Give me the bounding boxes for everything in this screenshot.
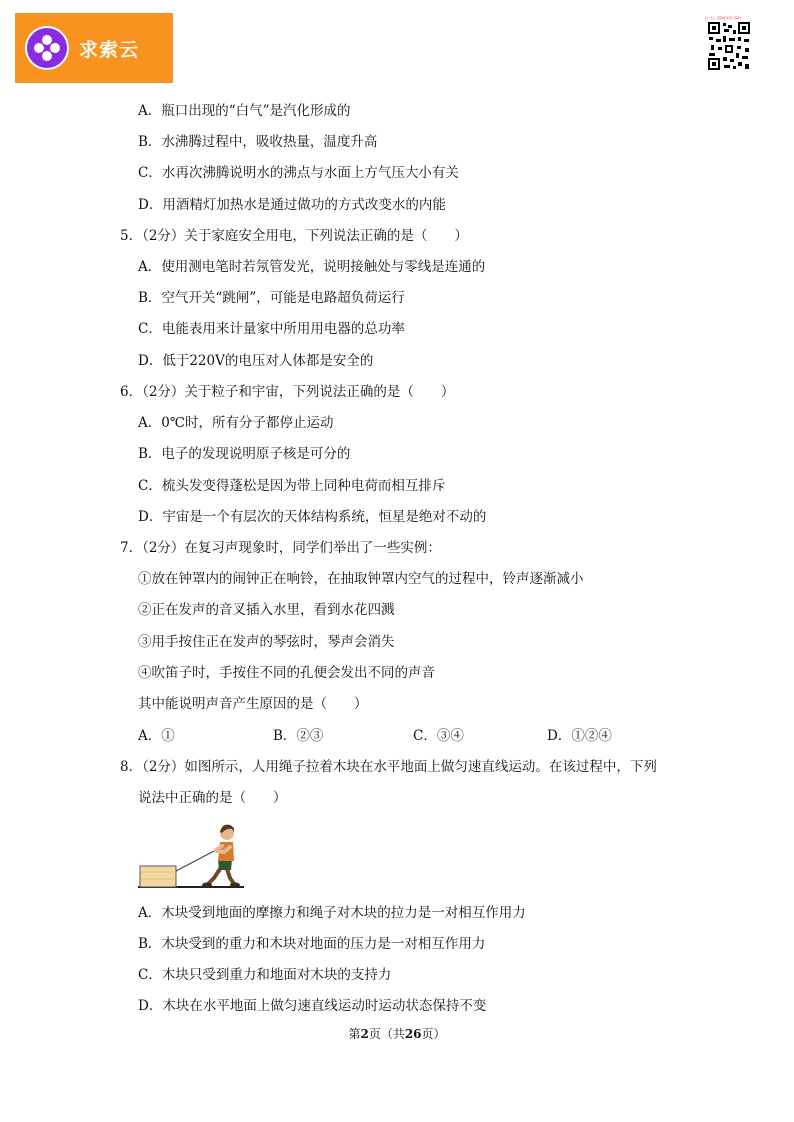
q5-option-a: A．使用测电笔时若氖管发光，说明接触处与零线是连通的: [138, 259, 486, 275]
q7-statement-4: ④吹笛子时，手按住不同的孔便会发出不同的声音: [138, 665, 435, 681]
total-page-count: 26: [404, 1027, 422, 1041]
q7-option-b: B．②③: [273, 728, 324, 744]
q7-statement-3: ③用手按住正在发声的琴弦时，琴声会消失: [138, 634, 395, 650]
q4-option-d: D．用酒精灯加热水是通过做功的方式改变水的内能: [138, 197, 446, 213]
q7-question: 其中能说明声音产生原因的是（ ）: [138, 696, 368, 712]
q5-option-c: C．电能表用来计量家中所用用电器的总功率: [138, 321, 405, 337]
q8-option-a: A．木块受到地面的摩擦力和绳子对木块的拉力是一对相互作用力: [138, 905, 526, 921]
q7-statement-1: ①放在钟罩内的闹钟正在响铃，在抽取钟罩内空气的过程中，铃声逐渐减小: [138, 571, 584, 587]
q6-option-c: C．梳头发变得蓬松是因为带上同种电荷而相互排斥: [138, 478, 446, 494]
q7-statement-2: ②正在发声的音叉插入水里，看到水花四溅: [138, 602, 395, 618]
current-page-number: 2: [360, 1027, 369, 1041]
q6-option-b: B．电子的发现说明原子核是可分的: [138, 446, 351, 462]
brand-name: 求索云: [79, 38, 140, 61]
q8-stem: 8．（2分）如图所示，人用绳子拉着木块在水平地面上做匀速直线运动。在该过程中，下列: [120, 759, 657, 775]
qr-caption: 扫一扫，获取更多学习资料: [705, 16, 742, 20]
page-footer: [0, 1026, 794, 1042]
person-pulling-block-figure: [138, 820, 248, 892]
footer-prefix: 第: [348, 1027, 361, 1041]
q4-option-b: B．水沸腾过程中，吸收热量，温度升高: [138, 134, 378, 150]
q7-option-c: C．③④: [413, 728, 464, 744]
q6-stem: 6．（2分）关于粒子和宇宙，下列说法正确的是（ ）: [120, 384, 455, 400]
q5-stem: 5．（2分）关于家庭安全用电，下列说法正确的是（ ）: [120, 228, 468, 244]
q5-option-b: B．空气开关“跳闸”，可能是电路超负荷运行: [138, 290, 405, 306]
footer-middle: 页（共: [368, 1027, 405, 1041]
flower-logo-icon: [25, 26, 69, 70]
q4-option-a: A．瓶口出现的“白气”是汽化形成的: [138, 103, 351, 119]
q6-option-a: A．0℃时，所有分子都停止运动: [138, 415, 334, 431]
q6-option-d: D．宇宙是一个有层次的天体结构系统，恒星是绝对不动的: [138, 509, 487, 525]
q7-option-a: A．①: [138, 728, 175, 744]
brand-logo: [15, 13, 173, 83]
footer-suffix: 页）: [421, 1027, 446, 1041]
q4-option-c: C．水再次沸腾说明水的沸点与水面上方气压大小有关: [138, 165, 459, 181]
qr-code-icon: [707, 21, 751, 71]
q8-option-d: D．木块在水平地面上做匀速直线运动时运动状态保持不变: [138, 998, 487, 1014]
q5-option-d: D．低于220V的电压对人体都是安全的: [138, 353, 374, 369]
q8-option-b: B．木块受到的重力和木块对地面的压力是一对相互作用力: [138, 936, 486, 952]
q8-option-c: C．木块只受到重力和地面对木块的支持力: [138, 967, 392, 983]
q7-stem: 7．（2分）在复习声现象时，同学们举出了一些实例：: [120, 540, 441, 556]
q8-stem-continued: 说法中正确的是（ ）: [138, 790, 287, 806]
q7-option-d: D．①②④: [547, 728, 612, 744]
